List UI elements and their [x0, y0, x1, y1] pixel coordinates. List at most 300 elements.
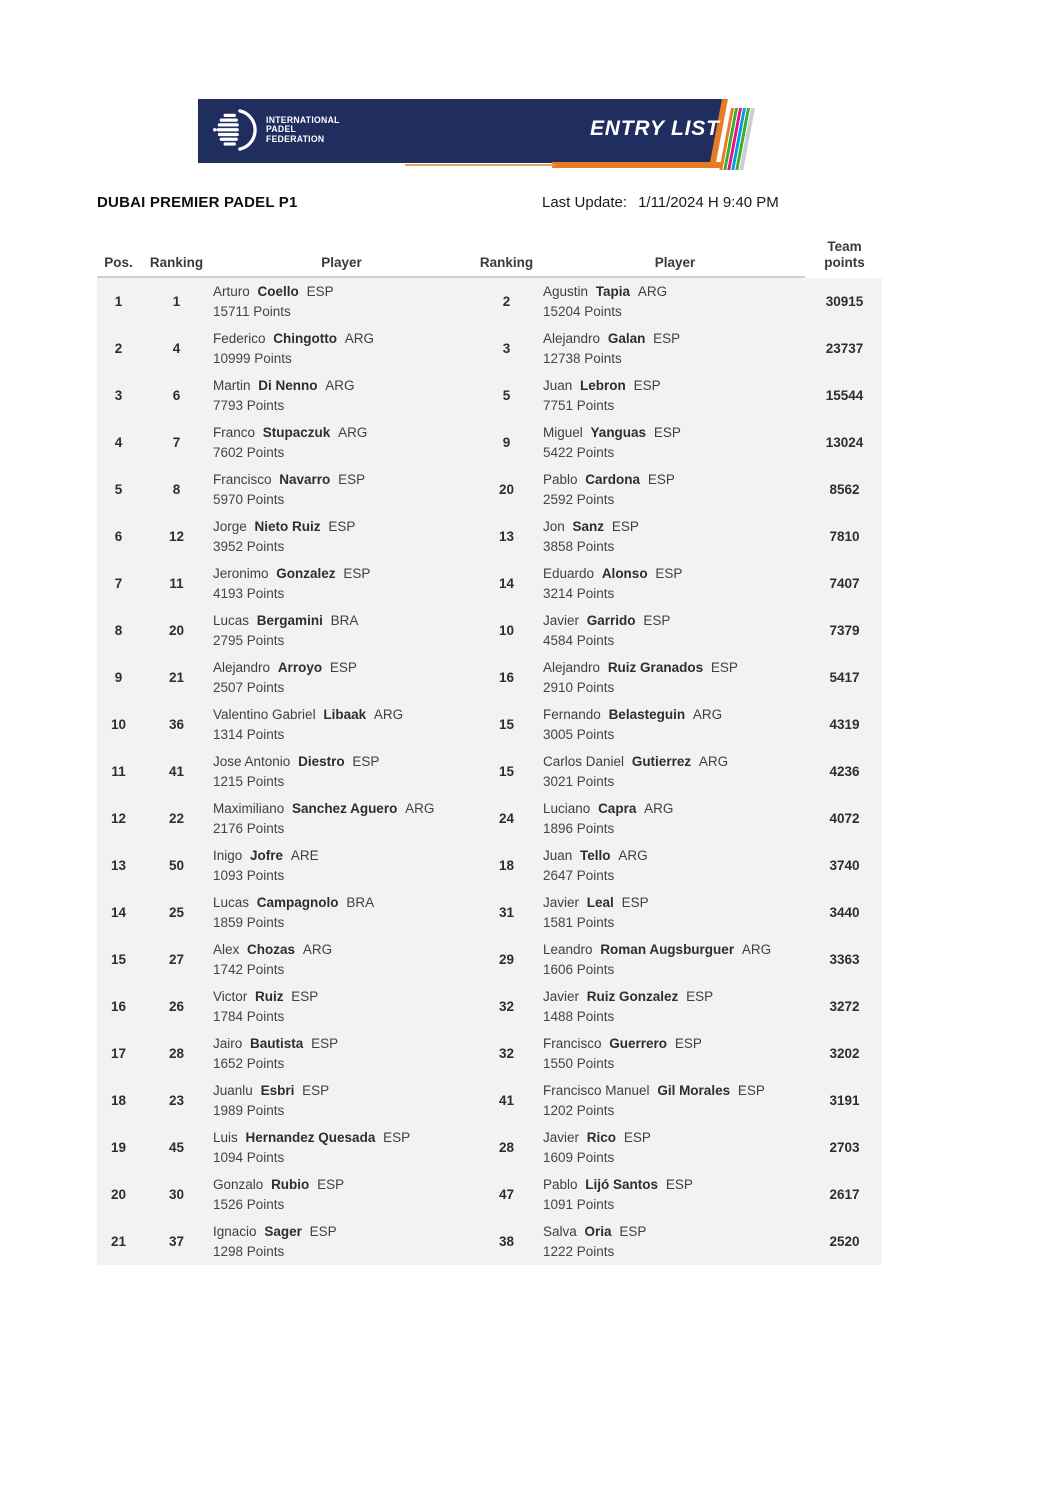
- player1-surname: Arroyo: [277, 660, 323, 675]
- col-header-player-2: Player: [654, 255, 696, 270]
- player2-country-code: ARG: [692, 707, 723, 722]
- table-row: [97, 513, 882, 560]
- player2-country-code: ESP: [623, 1130, 651, 1145]
- ranking1-cell: 11: [169, 576, 184, 591]
- player1-given-name: Juanlu: [213, 1083, 253, 1098]
- col-header-ranking-1: Ranking: [149, 255, 204, 270]
- col-header-team-points-line2: points: [824, 255, 865, 270]
- player2-name: [543, 1175, 807, 1195]
- player1-points: 3952 Points: [213, 539, 285, 554]
- table-row: [97, 419, 882, 466]
- player1-surname: Nieto Ruiz: [254, 519, 321, 534]
- ipf-logo-text: [266, 116, 340, 145]
- player2-points: 12738 Points: [543, 351, 622, 366]
- player1-points: 10999 Points: [213, 351, 292, 366]
- player1-country-code: ESP: [306, 284, 334, 299]
- player1-points: 15711 Points: [213, 304, 291, 319]
- player1-surname: Di Nenno: [258, 378, 318, 393]
- player1-cell: [213, 936, 470, 983]
- player1-points: 1314 Points: [213, 727, 285, 742]
- ipf-logo: [213, 108, 343, 152]
- player1-given-name: Alex: [213, 942, 240, 957]
- player1-surname: Hernandez Quesada: [245, 1130, 376, 1145]
- player1-cell: [213, 1218, 470, 1265]
- player2-name: [543, 1128, 807, 1148]
- table-row: [97, 1077, 882, 1124]
- ranking2-cell: 10: [498, 623, 515, 638]
- table-row: [97, 748, 882, 795]
- player2-cell: [543, 983, 807, 1030]
- player1-surname: Gonzalez: [276, 566, 336, 581]
- player2-name: [543, 1034, 807, 1054]
- ranking2-cell: 14: [498, 576, 515, 591]
- pos-cell: 14: [110, 905, 127, 920]
- player2-points: 1091 Points: [543, 1197, 615, 1212]
- player2-surname: Gutierrez: [631, 754, 692, 769]
- player2-name: [543, 658, 807, 678]
- player2-cell: [543, 1030, 807, 1077]
- logo-line-1: INTERNATIONAL: [266, 114, 340, 125]
- player2-cell: [543, 748, 807, 795]
- banner-color-stripes: [719, 108, 755, 170]
- pos-cell: 8: [114, 623, 123, 638]
- player1-points: 7793 Points: [213, 398, 285, 413]
- player2-points: 7751 Points: [543, 398, 615, 413]
- player1-country-code: BRA: [346, 895, 375, 910]
- player1-given-name: Arturo: [213, 284, 250, 299]
- player2-given-name: Francisco: [543, 1036, 602, 1051]
- player2-name: [543, 987, 807, 1007]
- player2-points: 1550 Points: [543, 1056, 615, 1071]
- pos-cell: 6: [114, 529, 123, 544]
- player1-surname: Diestro: [298, 754, 345, 769]
- player1-points: 2795 Points: [213, 633, 285, 648]
- team-points-cell: 8562: [829, 482, 860, 497]
- player1-given-name: Maximiliano: [213, 801, 285, 816]
- player2-country-code: ESP: [737, 1083, 765, 1098]
- player1-points: 5970 Points: [213, 492, 285, 507]
- player2-cell: [543, 701, 807, 748]
- ranking2-cell: 3: [502, 341, 511, 356]
- player1-surname: Jofre: [250, 848, 284, 863]
- pos-cell: 1: [114, 294, 123, 309]
- player2-surname: Tapia: [595, 284, 631, 299]
- player2-cell: [543, 1171, 807, 1218]
- player1-surname: Esbri: [260, 1083, 295, 1098]
- ranking1-cell: 36: [168, 717, 185, 732]
- player2-country-code: ESP: [686, 989, 714, 1004]
- col-header-team-points: [807, 239, 882, 276]
- player2-given-name: Pablo: [543, 472, 578, 487]
- player2-given-name: Juan: [543, 848, 573, 863]
- ranking1-cell: 41: [168, 764, 185, 779]
- ranking1-cell: 28: [168, 1046, 185, 1061]
- player2-surname: Garrido: [586, 613, 636, 628]
- player2-points: 1222 Points: [543, 1244, 615, 1259]
- table-row: [97, 1218, 882, 1265]
- player1-cell: [213, 325, 470, 372]
- player2-name: [543, 470, 807, 490]
- player2-country-code: ESP: [619, 1224, 647, 1239]
- player1-name: [213, 658, 470, 678]
- player2-given-name: Eduardo: [543, 566, 595, 581]
- ranking1-cell: 23: [168, 1093, 185, 1108]
- team-points-cell: 2703: [829, 1140, 860, 1155]
- player2-name: [543, 940, 807, 960]
- pos-cell: 12: [110, 811, 127, 826]
- player1-cell: [213, 466, 470, 513]
- ranking2-cell: 20: [498, 482, 515, 497]
- ranking2-cell: 31: [498, 905, 515, 920]
- player2-cell: [543, 654, 807, 701]
- logo-line-2: PADEL: [266, 124, 297, 135]
- player1-cell: [213, 842, 470, 889]
- player1-surname: Stupaczuk: [262, 425, 331, 440]
- player2-country-code: ARG: [698, 754, 729, 769]
- player1-name: [213, 611, 470, 631]
- player1-given-name: Martin: [213, 378, 251, 393]
- player1-surname: Sager: [264, 1224, 302, 1239]
- player2-points: 3858 Points: [543, 539, 615, 554]
- player2-surname: Rico: [586, 1130, 617, 1145]
- player1-country-code: ARG: [405, 801, 435, 816]
- tournament-title: DUBAI PREMIER PADEL P1: [97, 194, 298, 211]
- player1-given-name: Francisco: [213, 472, 272, 487]
- player2-given-name: Javier: [543, 613, 580, 628]
- player2-name: [543, 611, 807, 631]
- player2-points: 3021 Points: [543, 774, 615, 789]
- player1-country-code: ESP: [309, 1224, 337, 1239]
- player2-points: 3214 Points: [543, 586, 615, 601]
- player1-country-code: ESP: [343, 566, 371, 581]
- player2-surname: Guerrero: [609, 1036, 668, 1051]
- ranking1-cell: 4: [172, 341, 181, 356]
- player1-surname: Ruiz: [255, 989, 284, 1004]
- ranking1-cell: 21: [168, 670, 185, 685]
- team-points-cell: 15544: [825, 388, 864, 403]
- table-row: [97, 889, 882, 936]
- player1-cell: [213, 278, 470, 325]
- player1-surname: Bautista: [250, 1036, 304, 1051]
- player2-country-code: ESP: [647, 472, 675, 487]
- player1-points: 1215 Points: [213, 774, 285, 789]
- player1-points: 1742 Points: [213, 962, 285, 977]
- player1-name: [213, 705, 470, 725]
- last-update: [542, 194, 779, 211]
- player1-given-name: Gonzalo: [213, 1177, 264, 1192]
- player2-points: 1488 Points: [543, 1009, 615, 1024]
- player2-given-name: Salva: [543, 1224, 577, 1239]
- player2-cell: [543, 936, 807, 983]
- player2-surname: Galan: [607, 331, 646, 346]
- player1-country-code: BRA: [330, 613, 359, 628]
- player1-points: 4193 Points: [213, 586, 285, 601]
- ranking1-cell: 37: [168, 1234, 185, 1249]
- player1-name: [213, 517, 470, 537]
- player1-name: [213, 799, 470, 819]
- table-row: [97, 1124, 882, 1171]
- player2-given-name: Javier: [543, 1130, 580, 1145]
- player1-name: [213, 1128, 470, 1148]
- team-points-cell: 3202: [829, 1046, 860, 1061]
- player2-cell: [543, 842, 807, 889]
- player1-surname: Chozas: [247, 942, 296, 957]
- player2-surname: Gil Morales: [657, 1083, 731, 1098]
- ranking2-cell: 13: [498, 529, 515, 544]
- player1-given-name: Lucas: [213, 613, 250, 628]
- player2-country-code: ARG: [637, 284, 668, 299]
- pos-cell: 5: [114, 482, 123, 497]
- logo-line-3: FEDERATION: [266, 133, 325, 144]
- ranking2-cell: 41: [498, 1093, 515, 1108]
- player1-country-code: ARG: [302, 942, 333, 957]
- player1-cell: [213, 1077, 470, 1124]
- player2-given-name: Alejandro: [543, 660, 601, 675]
- player1-surname: Chingotto: [273, 331, 338, 346]
- player2-points: 1581 Points: [543, 915, 615, 930]
- ranking1-cell: 22: [168, 811, 185, 826]
- ranking2-cell: 15: [498, 717, 515, 732]
- player1-points: 1526 Points: [213, 1197, 285, 1212]
- ranking1-cell: 8: [172, 482, 181, 497]
- ranking2-cell: 18: [498, 858, 515, 873]
- team-points-cell: 7810: [829, 529, 860, 544]
- player2-country-code: ESP: [655, 566, 683, 581]
- player2-name: [543, 517, 807, 537]
- team-points-cell: 4072: [829, 811, 860, 826]
- player1-given-name: Jairo: [213, 1036, 243, 1051]
- player2-cell: [543, 607, 807, 654]
- player1-cell: [213, 372, 470, 419]
- player2-cell: [543, 513, 807, 560]
- ranking1-cell: 1: [172, 294, 181, 309]
- col-header-pos: Pos.: [104, 255, 133, 270]
- player2-points: 15204 Points: [543, 304, 622, 319]
- player2-points: 2592 Points: [543, 492, 615, 507]
- ranking2-cell: 2: [502, 294, 511, 309]
- player1-cell: [213, 560, 470, 607]
- table-row: [97, 936, 882, 983]
- player2-surname: Yanguas: [590, 425, 647, 440]
- player1-cell: [213, 513, 470, 560]
- player1-country-code: ESP: [311, 1036, 339, 1051]
- player2-points: 3005 Points: [543, 727, 615, 742]
- player2-country-code: ARG: [618, 848, 648, 863]
- ranking1-cell: 6: [172, 388, 181, 403]
- player2-country-code: ESP: [633, 378, 661, 393]
- ranking2-cell: 38: [498, 1234, 515, 1249]
- player2-given-name: Leandro: [543, 942, 593, 957]
- ranking1-cell: 26: [168, 999, 185, 1014]
- player2-cell: [543, 372, 807, 419]
- pos-cell: 4: [114, 435, 123, 450]
- player2-surname: Ruiz Granados: [607, 660, 704, 675]
- player2-name: [543, 705, 807, 725]
- ranking1-cell: 50: [168, 858, 185, 873]
- player2-surname: Capra: [598, 801, 637, 816]
- player2-country-code: ESP: [710, 660, 738, 675]
- team-points-cell: 5417: [829, 670, 860, 685]
- ranking1-cell: 20: [168, 623, 185, 638]
- ranking2-cell: 16: [498, 670, 515, 685]
- player1-country-code: ARG: [338, 425, 368, 440]
- player1-given-name: Alejandro: [213, 660, 271, 675]
- player1-name: [213, 893, 470, 913]
- ranking2-cell: 5: [502, 388, 511, 403]
- table-row: [97, 983, 882, 1030]
- player1-name: [213, 846, 470, 866]
- player1-name: [213, 470, 470, 490]
- ranking2-cell: 24: [498, 811, 515, 826]
- player1-given-name: Victor: [213, 989, 248, 1004]
- entry-table: [97, 238, 882, 1259]
- player1-surname: Rubio: [271, 1177, 310, 1192]
- player2-country-code: ESP: [611, 519, 639, 534]
- player2-given-name: Javier: [543, 895, 580, 910]
- player2-surname: Lijó Santos: [585, 1177, 659, 1192]
- player1-name: [213, 987, 470, 1007]
- player1-cell: [213, 419, 470, 466]
- player2-surname: Ruiz Gonzalez: [586, 989, 679, 1004]
- last-update-label: Last Update:: [542, 194, 628, 211]
- player2-surname: Alonso: [601, 566, 648, 581]
- player1-points: 7602 Points: [213, 445, 285, 460]
- player1-name: [213, 564, 470, 584]
- pos-cell: 15: [110, 952, 127, 967]
- table-row: [97, 560, 882, 607]
- player1-cell: [213, 701, 470, 748]
- player2-cell: [543, 278, 807, 325]
- player2-name: [543, 423, 807, 443]
- player1-surname: Campagnolo: [256, 895, 339, 910]
- player2-cell: [543, 466, 807, 513]
- pos-cell: 20: [110, 1187, 127, 1202]
- player2-name: [543, 1222, 807, 1242]
- team-points-cell: 7379: [829, 623, 860, 638]
- player2-surname: Belasteguin: [608, 707, 686, 722]
- player1-name: [213, 752, 470, 772]
- table-header-row: [97, 238, 882, 276]
- player1-name: [213, 1175, 470, 1195]
- player1-country-code: ARG: [373, 707, 404, 722]
- pos-cell: 3: [114, 388, 123, 403]
- ranking2-cell: 28: [498, 1140, 515, 1155]
- ipf-ball-icon: [213, 108, 257, 152]
- player2-given-name: Francisco Manuel: [543, 1083, 650, 1098]
- player1-points: 2176 Points: [213, 821, 285, 836]
- player2-given-name: Miguel: [543, 425, 583, 440]
- player1-points: 1989 Points: [213, 1103, 285, 1118]
- player2-surname: Tello: [580, 848, 611, 863]
- player1-given-name: Lucas: [213, 895, 250, 910]
- player2-country-code: ESP: [653, 331, 681, 346]
- team-points-cell: 13024: [825, 435, 864, 450]
- player1-points: 1784 Points: [213, 1009, 285, 1024]
- player1-cell: [213, 795, 470, 842]
- player2-given-name: Fernando: [543, 707, 601, 722]
- table-row: [97, 466, 882, 513]
- ranking1-cell: 27: [168, 952, 185, 967]
- player2-given-name: Alejandro: [543, 331, 601, 346]
- pos-cell: 10: [110, 717, 127, 732]
- player1-name: [213, 376, 470, 396]
- table-row: [97, 1030, 882, 1077]
- player1-cell: [213, 748, 470, 795]
- ranking1-cell: 30: [168, 1187, 185, 1202]
- player1-given-name: Ignacio: [213, 1224, 257, 1239]
- player2-cell: [543, 1124, 807, 1171]
- table-body: [97, 278, 882, 1265]
- pos-cell: 21: [110, 1234, 127, 1249]
- pos-cell: 18: [110, 1093, 127, 1108]
- entry-list-title: ENTRY LIST: [590, 117, 720, 140]
- player2-given-name: Javier: [543, 989, 580, 1004]
- team-points-cell: 2520: [829, 1234, 860, 1249]
- player2-cell: [543, 560, 807, 607]
- player1-given-name: Valentino Gabriel: [213, 707, 316, 722]
- player1-points: 2507 Points: [213, 680, 285, 695]
- player1-country-code: ESP: [317, 1177, 345, 1192]
- team-points-cell: 7407: [829, 576, 860, 591]
- player2-cell: [543, 889, 807, 936]
- player1-country-code: ESP: [328, 519, 356, 534]
- player1-country-code: ESP: [383, 1130, 411, 1145]
- player2-points: 2647 Points: [543, 868, 615, 883]
- pos-cell: 11: [111, 764, 126, 779]
- player2-given-name: Carlos Daniel: [543, 754, 625, 769]
- player2-surname: Roman Augsburguer: [600, 942, 735, 957]
- player2-country-code: ESP: [621, 895, 649, 910]
- player2-name: [543, 799, 807, 819]
- banner-orange-underline-thin: [405, 164, 555, 166]
- player2-name: [543, 1081, 807, 1101]
- ranking1-cell: 25: [168, 905, 185, 920]
- pos-cell: 9: [114, 670, 123, 685]
- player2-country-code: ESP: [665, 1177, 693, 1192]
- player2-surname: Lebron: [580, 378, 626, 393]
- pos-cell: 2: [114, 341, 123, 356]
- player1-name: [213, 1081, 470, 1101]
- player2-surname: Sanz: [572, 519, 605, 534]
- table-row: [97, 325, 882, 372]
- player2-given-name: Jon: [543, 519, 565, 534]
- player2-country-code: ARG: [644, 801, 674, 816]
- col-header-player-1: Player: [321, 255, 362, 270]
- player1-cell: [213, 1030, 470, 1077]
- player1-given-name: Jose Antonio: [213, 754, 291, 769]
- ranking1-cell: 45: [168, 1140, 185, 1155]
- player2-given-name: Luciano: [543, 801, 591, 816]
- player1-cell: [213, 1124, 470, 1171]
- last-update-value: 1/11/2024 H 9:40 PM: [638, 194, 779, 211]
- table-row: [97, 701, 882, 748]
- ranking2-cell: 15: [498, 764, 515, 779]
- pos-cell: 7: [114, 576, 123, 591]
- player2-country-code: ESP: [653, 425, 681, 440]
- player1-country-code: ESP: [352, 754, 380, 769]
- col-header-ranking-2: Ranking: [479, 255, 534, 270]
- entry-list-banner: [0, 0, 1058, 180]
- table-row: [97, 607, 882, 654]
- ranking2-cell: 47: [498, 1187, 515, 1202]
- player1-country-code: ESP: [291, 989, 319, 1004]
- player2-country-code: ESP: [643, 613, 671, 628]
- ranking1-cell: 7: [172, 435, 181, 450]
- team-points-cell: 3440: [829, 905, 860, 920]
- player2-name: [543, 376, 807, 396]
- player2-points: 1896 Points: [543, 821, 615, 836]
- player1-points: 1859 Points: [213, 915, 285, 930]
